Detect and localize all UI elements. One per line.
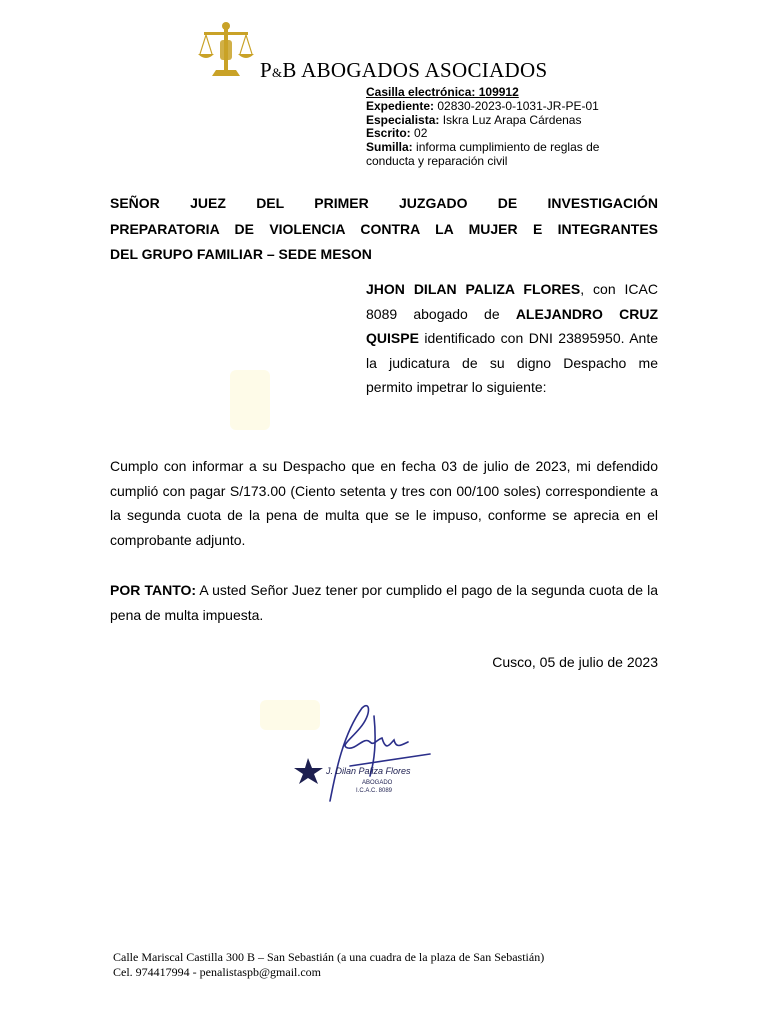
client-name: ALEJANDRO CRUZ QUISPE — [366, 305, 659, 347]
casilla-label: Casilla electrónica: 109912 — [366, 85, 519, 99]
signature-name: J. Dilan Paliza Flores — [326, 766, 411, 776]
scales-of-justice-icon — [196, 20, 256, 78]
addressee-line-3: DEL GRUPO FAMILIAR – SEDE MESON — [110, 246, 372, 262]
addressee-line-2: PREPARATORIA DE VIOLENCIA CONTRA LA MUJER E INTEGRANTES — [110, 220, 658, 237]
firm-name: P&B ABOGADOS ASOCIADOS — [260, 58, 548, 82]
lawyer-name: JHON DILAN PALIZA FLORES — [366, 281, 581, 297]
especialista-value: Iskra Luz Arapa Cárdenas — [442, 112, 582, 127]
signature-icac: I.C.A.C. 8089 — [356, 788, 393, 794]
escrito-label: Escrito: — [366, 126, 411, 141]
case-metadata — [366, 86, 626, 169]
document-date: Cusco, 05 de julio de 2023 — [492, 654, 658, 670]
sumilla-value: informa cumplimiento de reglas de conducta y reparación civil — [366, 140, 600, 168]
watermark-top — [230, 370, 270, 430]
signature-stamp — [290, 696, 440, 811]
intro-paragraph: JHON DILAN PALIZA FLORES, con ICAC 8089 abogado de ALEJANDRO CRUZ QUISPE identificado con DNI 23895950. Ante la judicatura de su digno Despacho me permito impetrar lo siguiente: — [366, 281, 659, 396]
expediente-label: Expediente: — [366, 98, 435, 113]
especialista-label: Especialista: — [366, 112, 440, 127]
addressee-heading — [110, 191, 658, 268]
footer — [113, 950, 544, 980]
body-paragraph-2: POR TANTO: A usted Señor Juez tener por cumplido el pago de la segunda cuota de la pena de multa impuesta. — [110, 582, 658, 623]
addressee-line-1: SEÑOR JUEZ DEL PRIMER JUZGADO DE INVESTIGACIÓN — [110, 195, 658, 211]
signature-title: ABOGADO — [362, 780, 393, 786]
expediente-value: 02830-2023-0-1031-JR-PE-01 — [437, 98, 599, 113]
footer-contact: Cel. 974417994 - penalistaspb@gmail.com — [113, 965, 322, 979]
escrito-value: 02 — [414, 126, 428, 141]
sumilla-label: Sumilla: — [366, 140, 413, 155]
por-tanto-label: POR TANTO: — [110, 582, 197, 598]
body-paragraph-1: Cumplo con informar a su Despacho que en fecha 03 de julio de 2023, mi defendido cumplió con pagar S/173.00 (Ciento setenta y tres con 00/100 soles) correspondiente a la segunda cuota de la pena de multa que se le impuso, conforme se aprecia en el comprobante adjunto. — [110, 458, 658, 548]
footer-address: Calle Mariscal Castilla 300 B – San Sebastián (a una cuadra de la plaza de San Sebastián) — [113, 950, 545, 964]
